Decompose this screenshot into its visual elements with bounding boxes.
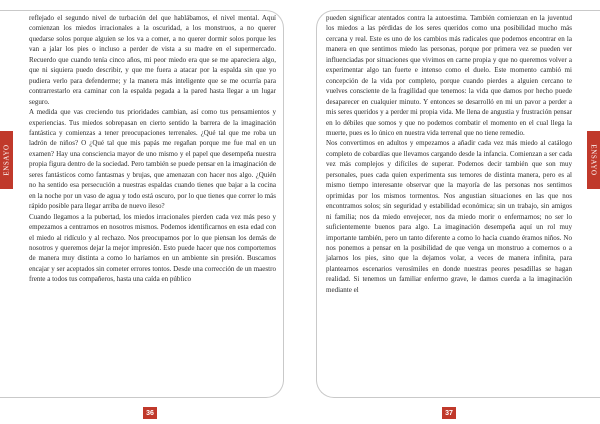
section-tab-label: ENSAYO <box>2 144 11 176</box>
right-page-text <box>326 13 572 295</box>
section-tab-left <box>0 131 13 189</box>
page-number: 36 <box>143 407 157 419</box>
paragraph: reflejado el segundo nivel de turbación del que hablábamos, el nivel mental. Aquí comienzan los miedos irracionales a la oscuridad, a los monstruos, a no querer quedarse solos porque alguien se los va a comer, a no querer dormir solos porque les van a jalar los pies o incluso a perder de vista a su madre en el supermercado. Recuerdo que cuando tenía cinco años, mi peor miedo era que se me apareciera algo, que ni siquiera puedo describir, y que me fuera a atacar por la espalda sin que yo pudiera verlo para defenderme; y la manera más inteligente que se me ocurría para contrarrestarlo era caminar con la espalda pegada a la pared hasta llegar a un lugar seguro. <box>29 14 276 106</box>
paragraph: Cuando llegamos a la pubertad, los miedos irracionales pierden cada vez más peso y empezamos a centrarnos en nosotros mismos. Podemos identificarnos en esta edad con el miedo al ridículo y al rechazo. Nos preocupamos por lo que piensan los demás de nosotros y queremos dejar la mejor impresión. Esto puede hacer que nos comportemos de manera muy distinta a como lo haríamos en un ambiente sin presión. Buscamos encajar y ser aceptados sin cometer errores tontos. Desde una corrección de un maestro frente a todos tus compañeros, hasta una caída en público <box>29 212 276 284</box>
section-tab-right <box>587 131 600 189</box>
page-number: 37 <box>442 407 456 419</box>
paragraph: pueden significar atentados contra la autoestima. También comienzan en la juventud los miedos a las pérdidas de los seres queridos como una posibilidad mucho más cercana y real. Este es uno de los cambios más radicales que podemos encontrar en la manera en que sentimos miedo las personas, porque por primera vez se pueden ver influenciadas por situaciones que vivimos en carne propia y que no queremos volver a experimentar algo tan fuerte e intenso como el duelo. Este momento cambió mi concepción de la vida por completo, porque cuando pierdes a alguien cercano te vuelves consciente de la fragilidad que tenemos: la vida que damos por hecho puede desaparecer en cualquier minuto. Y entonces se desarrolló en mi un pavor a perder a mis seres queridos y a perder mi propia vida. Me llena de angustia y frustración pensar en lo débiles que somos y que no podemos combatir el momento en el cual llega la muerte, pues es lo único en nuestra vida terrenal que no tiene remedio. <box>326 14 572 137</box>
paragraph: Nos convertimos en adultos y empezamos a añadir cada vez más miedo al catálogo completo de cobardías que llevamos cargando desde la infancia. Comienzan a ser cada vez más complejos y difíciles de superar. Podemos decir también que son muy personales, pues cada quien experimenta sus temores de distinta manera, pero es al mismo tiempo interesante observar que la mayoría de las personas nos sentimos oprimidas por los mismos tormentos. Nos angustian situaciones en las que nos encontramos solos; sin seguridad y estabilidad económica; sin un trabajo, sin amigos ni familia; nos da miedo envejecer, nos da miedo morir o enfermarnos; no ser lo suficientemente buenos para algo. La imaginación desempeña aquí un rol muy importante también, pero un tanto diferente a como lo hacía cuando éramos niños. No nos ponemos a pensar en la posibilidad de que venga un monstruo a comernos o a jalarnos los pies, sino que la dejamos volar, a veces de manera infinita, para plantearnos escenarios verosímiles en donde nuestras peores pesadillas se hagan realidad. Si tenemos un familiar enfermo grave, le damos cuerda a la imaginación mediante el <box>326 139 572 294</box>
left-page-text <box>29 13 276 285</box>
section-tab-label: ENSAYO <box>589 144 598 176</box>
right-page <box>300 0 600 424</box>
paragraph: A medida que vas creciendo tus prioridades cambian, así como tus pensamientos y experiencias. Tus miedos sobrepasan en cierto sentido la barrera de la imaginación fantástica y comienzas a tener preocupaciones terrenales. ¿Qué tal que me roba un ladrón de niños? O ¿Qué tal que mis papás me regañan porque me fue mal en un examen? Hay una consciencia mayor de uno mismo y el papel que desempeña nuestra propia figura dentro de la sociedad. Pero también se puede pensar en la imaginación de seres fantásticos como fantasmas y brujas, que amenazan con hacer nos algo. ¿Quién no ha sentido esa persecución a nuestras espaldas cuando tienes que bajar a la cocina en la noche por un vaso de agua y todo está oscuro, por lo que tienes que correr lo más rápido posible para llegar arriba de nuevo ileso? <box>29 108 276 211</box>
